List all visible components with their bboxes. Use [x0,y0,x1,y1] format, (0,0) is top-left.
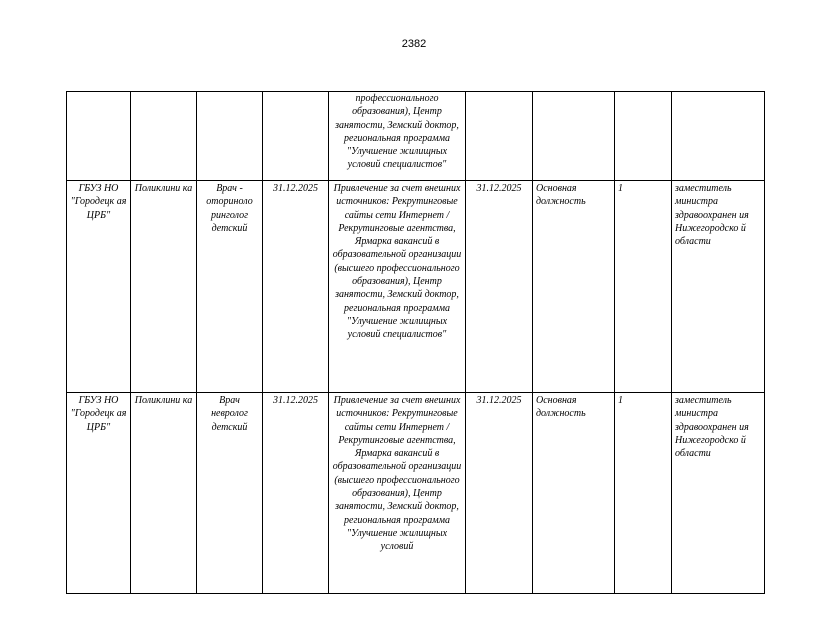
source-cell: профессионального образования), Центр занятости, Земский доктор, региональная программа "Улучшение жилищных условий специалистов" [329,92,466,181]
count-cell: 1 [615,181,672,393]
position-cell: Врач невролог детский [197,393,263,594]
page-number: 2382 [401,38,427,50]
deadline-cell [263,92,329,181]
count-cell: 1 [615,393,672,594]
source-cell: Привлечение за счет внешних источников: Рекрутинговые сайты сети Интернет / Рекрутинговые агентства, Ярмарка вакансий в образовательной организации (высшего профессионального образования), Центр занятости, Земский доктор, региональная программа "Улучшение жилищных условий [329,393,466,594]
responsible-cell: заместитель министра здравоохранен ия Нижегородско й области [672,181,765,393]
employment-cell: Основная должность [533,181,615,393]
date-cell: 31.12.2025 [466,393,533,594]
responsible-cell: заместитель министра здравоохранен ия Нижегородско й области [672,393,765,594]
responsible-cell [672,92,765,181]
date-cell: 31.12.2025 [466,181,533,393]
department-cell: Поликлини ка [131,393,197,594]
table-row [67,92,765,181]
employment-cell [533,92,615,181]
source-cell: Привлечение за счет внешних источников: Рекрутинговые сайты сети Интернет / Рекрутинговые агентства, Ярмарка вакансий в образовательной организации (высшего профессионального образования), Центр занятости, Земский доктор, региональная программа "Улучшение жилищных условий специалистов" [329,181,466,393]
organization-cell [67,92,131,181]
department-cell: Поликлини ка [131,181,197,393]
organization-cell: ГБУЗ НО "Городецк ая ЦРБ" [67,181,131,393]
employment-cell: Основная должность [533,393,615,594]
department-cell [131,92,197,181]
deadline-cell: 31.12.2025 [263,181,329,393]
deadline-cell: 31.12.2025 [263,393,329,594]
date-cell [466,92,533,181]
staffing-table [66,91,765,594]
table-row [67,393,765,594]
organization-cell: ГБУЗ НО "Городецк ая ЦРБ" [67,393,131,594]
position-cell [197,92,263,181]
count-cell [615,92,672,181]
table-row [67,181,765,393]
position-cell: Врач - оториноло ринголог детский [197,181,263,393]
